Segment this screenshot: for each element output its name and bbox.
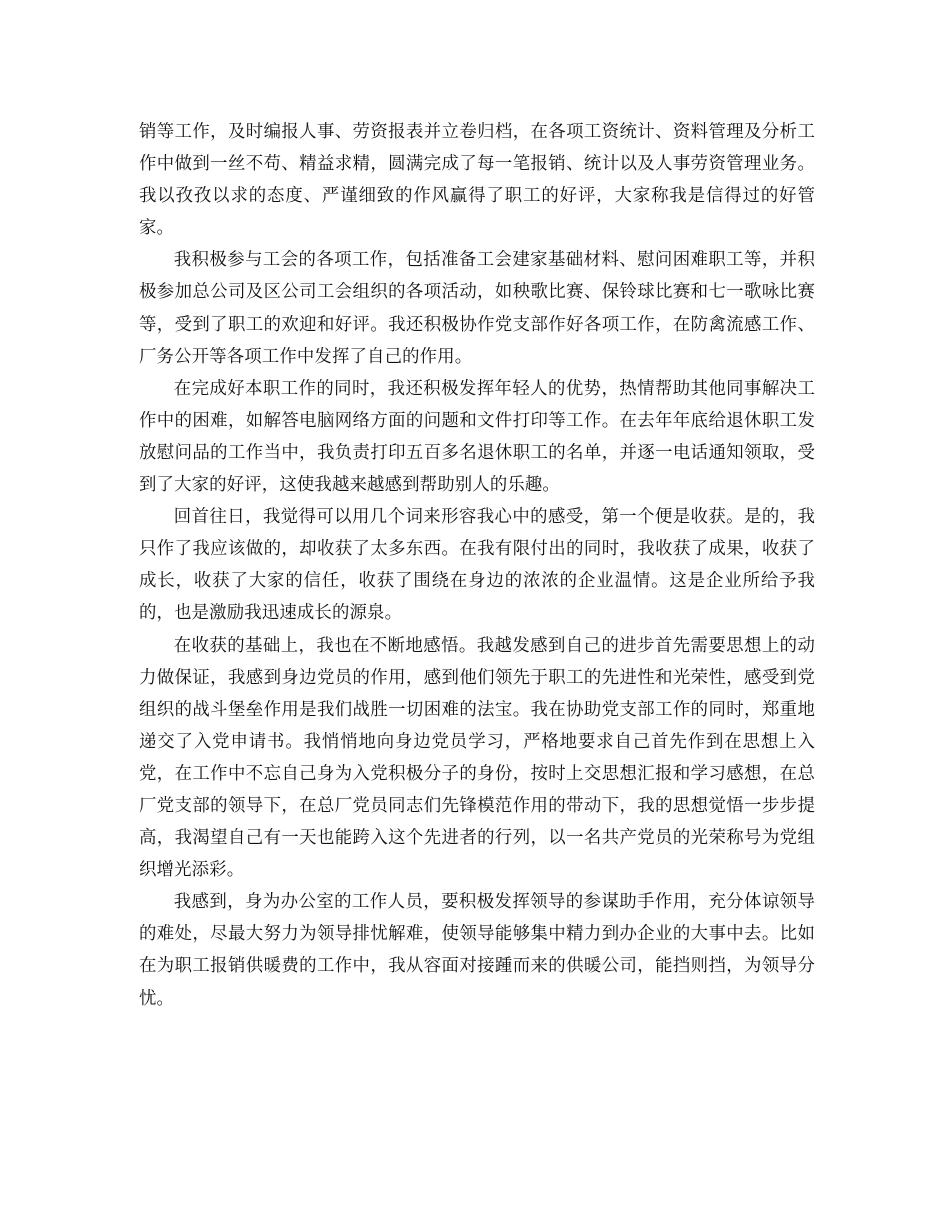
paragraph-union-work: 我积极参与工会的各项工作，包括准备工会建家基础材料、慰问困难职工等，并积极参加总公司及区公司工会组织的各项活动，如秧歌比赛、保铃球比赛和七一歌咏比赛等，受到了职工的欢迎和好评。我还积极协作党支部作好各项工作，在防禽流感工作、厂务公开等各项工作中发挥了自己的作用。 (139, 250, 815, 367)
paragraph-insight: 在收获的基础上，我也在不断地感悟。我越发感到自己的进步首先需要思想上的动力做保证，我感到身边党员的作用，感到他们领先于职工的先进性和光荣性，感受到党组织的战斗堡垒作用是我们战胜一切困难的法宝。我在协助党支部工作的同时，郑重地递交了入党申请书。我悄悄地向身边党员学习，严格地要求自己首先作到在思想上入党，在工作中不忘自己身为入党积极分子的身份，按时上交思想汇报和学习感想，在总厂党支部的领导下，在总厂党员同志们先锋模范作用的带动下，我的思想觉悟一步步提高，我渴望自己有一天也能跨入这个先进者的行列，以一名共产党员的光荣称号为党组织增光添彩。 (139, 635, 815, 881)
paragraph-harvest: 回首往日，我觉得可以用几个词来形容我心中的感受，第一个便是收获。是的，我只作了我应该做的，却收获了太多东西。在我有限付出的同时，我收获了成果，收获了成长，收获了大家的信任，收获了围绕在身边的浓浓的企业温情。这是企业所给予我的，也是激励我迅速成长的源泉。 (139, 507, 815, 624)
paragraph-helping-colleagues: 在完成好本职工作的同时，我还积极发挥年轻人的优势，热情帮助其他同事解决工作中的困难，如解答电脑网络方面的问题和文件打印等工作。在去年年底给退休职工发放慰问品的工作当中，我负责打印五百多名退休职工的名单，并逐一电话通知领取，受到了大家的好评，这使我越来越感到帮助别人的乐趣。 (139, 378, 815, 496)
paragraph-continuation: 销等工作，及时编报人事、劳资报表并立卷归档，在各项工资统计、资料管理及分析工作中做到一丝不苟、精益求精，圆满完成了每一笔报销、统计以及人事劳资管理业务。我以孜孜以求的态度、严谨细致的作风赢得了职工的好评，大家称我是信得过的好管家。 (139, 122, 815, 239)
paragraph-office-role: 我感到，身为办公室的工作人员，要积极发挥领导的参谋助手作用，充分体谅领导的难处，尽最大努力为领导排忧解难，使领导能够集中精力到办企业的大事中去。比如在为职工报销供暖费的工作中，我从容面对接踵而来的供暖公司，能挡则挡，为领导分忧。 (139, 892, 815, 1009)
document-body (139, 116, 815, 1015)
